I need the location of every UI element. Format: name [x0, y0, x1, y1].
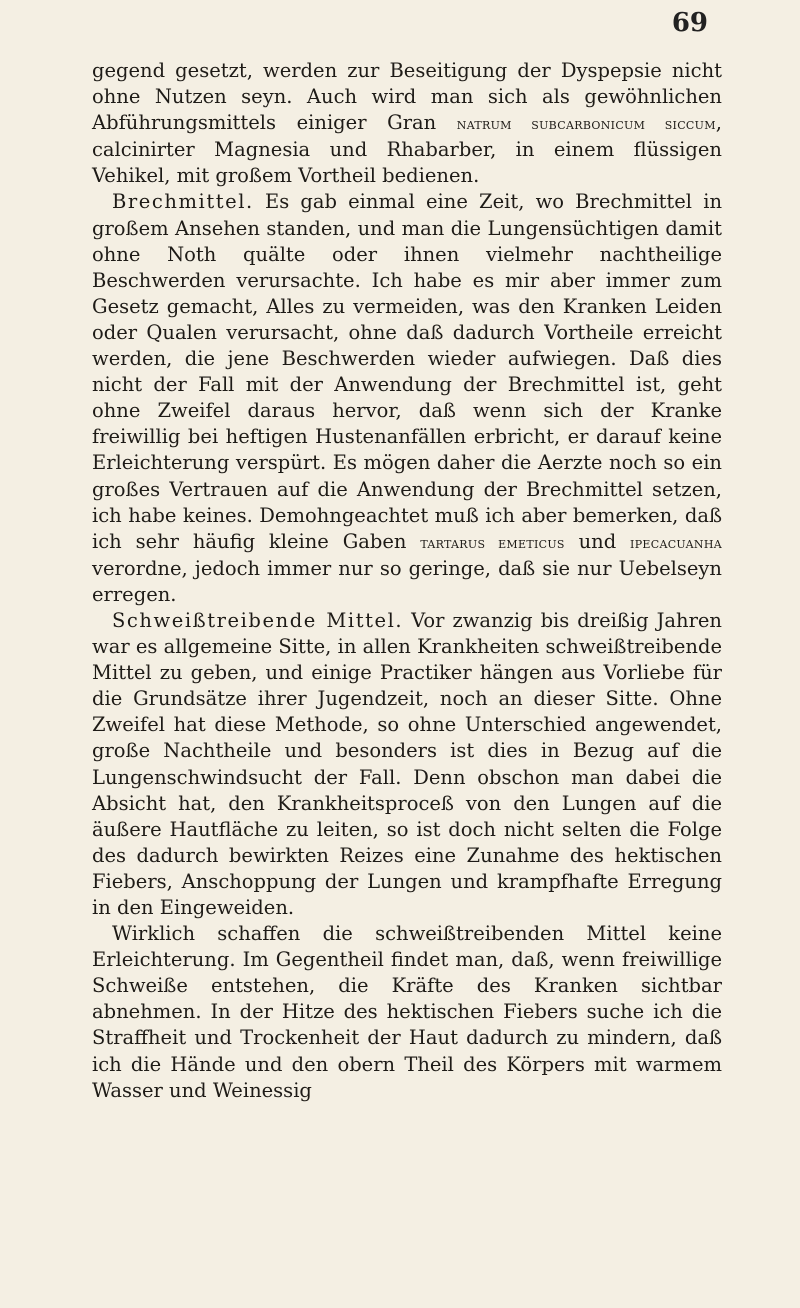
- latin-term: ipecacuanha: [630, 533, 722, 552]
- text-run: Es gab einmal eine Zeit, wo Brechmittel in großem Ansehen standen, und man die Lungensüchtigen damit ohne Noth quälte oder ihnen vielmehr nachtheilige Beschwerden verursachte. Ich habe es mir aber immer zum Gesetz gemacht, Alles zu vermeiden, was den Kranken Leiden oder Qualen verursacht, ohne daß dadurch Vortheile erreicht werden, die jene Beschwerden wieder aufwiegen. Daß dies nicht der Fall mit der Anwendung der Brechmittel ist, geht ohne Zweifel daraus hervor, daß wenn sich der Kranke freiwillig bei heftigen Hustenanfällen erbricht, er darauf keine Erleichterung verspürt. Es mögen daher die Aerzte noch so ein großes Vertrauen auf die Anwendung der Brechmittel setzen, ich habe keines. Demohngeachtet muß ich aber bemerken, daß ich sehr häufig kleine Gaben: [92, 190, 722, 553]
- section-heading: Schweißtreibende Mittel.: [112, 608, 404, 632]
- paragraph: [92, 58, 722, 189]
- text-run: und: [564, 529, 631, 553]
- body-text: [92, 58, 722, 1104]
- text-run: verordne, jedoch immer nur so geringe, daß sie nur Uebelseyn erregen.: [92, 556, 722, 606]
- text-run: gegend gesetzt, werden zur Beseitigung der Dyspepsie nicht ohne Nutzen seyn. Auch wird man sich als gewöhnlichen Abführungsmittels einiger Gran: [92, 59, 722, 135]
- text-run: Wirklich schaffen die schweißtreibenden Mittel keine Erleichterung. Im Gegentheil findet man, daß, wenn freiwillige Schweiße entstehen, die Kräfte des Kranken sichtbar abnehmen. In der Hitze des hektischen Fiebers suche ich die Straffheit und Trockenheit der Haut dadurch zu mindern, daß ich die Hände und den obern Theil des Körpers mit warmem Wasser und Weinessig: [92, 922, 722, 1102]
- page-number: 69: [671, 8, 708, 38]
- paragraph: [92, 921, 722, 1104]
- paragraph: [92, 608, 722, 921]
- latin-term: natrum subcarbonicum siccum: [456, 115, 716, 134]
- paragraph: [92, 189, 722, 608]
- section-heading: Brechmittel.: [112, 190, 254, 214]
- latin-term: tartarus emeticus: [420, 533, 565, 552]
- text-run: Vor zwanzig bis dreißig Jahren war es allgemeine Sitte, in allen Krankheiten schweißtreibende Mittel zu geben, und einige Practiker hängen aus Vorliebe für die Grundsätze ihrer Jugendzeit, noch an dieser Sitte. Ohne Zweifel hat diese Methode, so ohne Unterschied angewendet, große Nachtheile und besonders ist dies in Bezug auf die Lungenschwindsucht der Fall. Denn obschon man dabei die Absicht hat, den Krankheitsproceß von den Lungen auf die äußere Hautfläche zu leiten, so ist doch nicht selten die Folge des dadurch bewirkten Reizes eine Zunahme des hektischen Fiebers, Anschoppung der Lungen und krampfhafte Erregung in den Eingeweiden.: [92, 608, 722, 919]
- text-run: , calcinirter Magnesia und Rhabarber, in einem flüssigen Vehikel, mit großem Vortheil bedienen.: [92, 111, 722, 188]
